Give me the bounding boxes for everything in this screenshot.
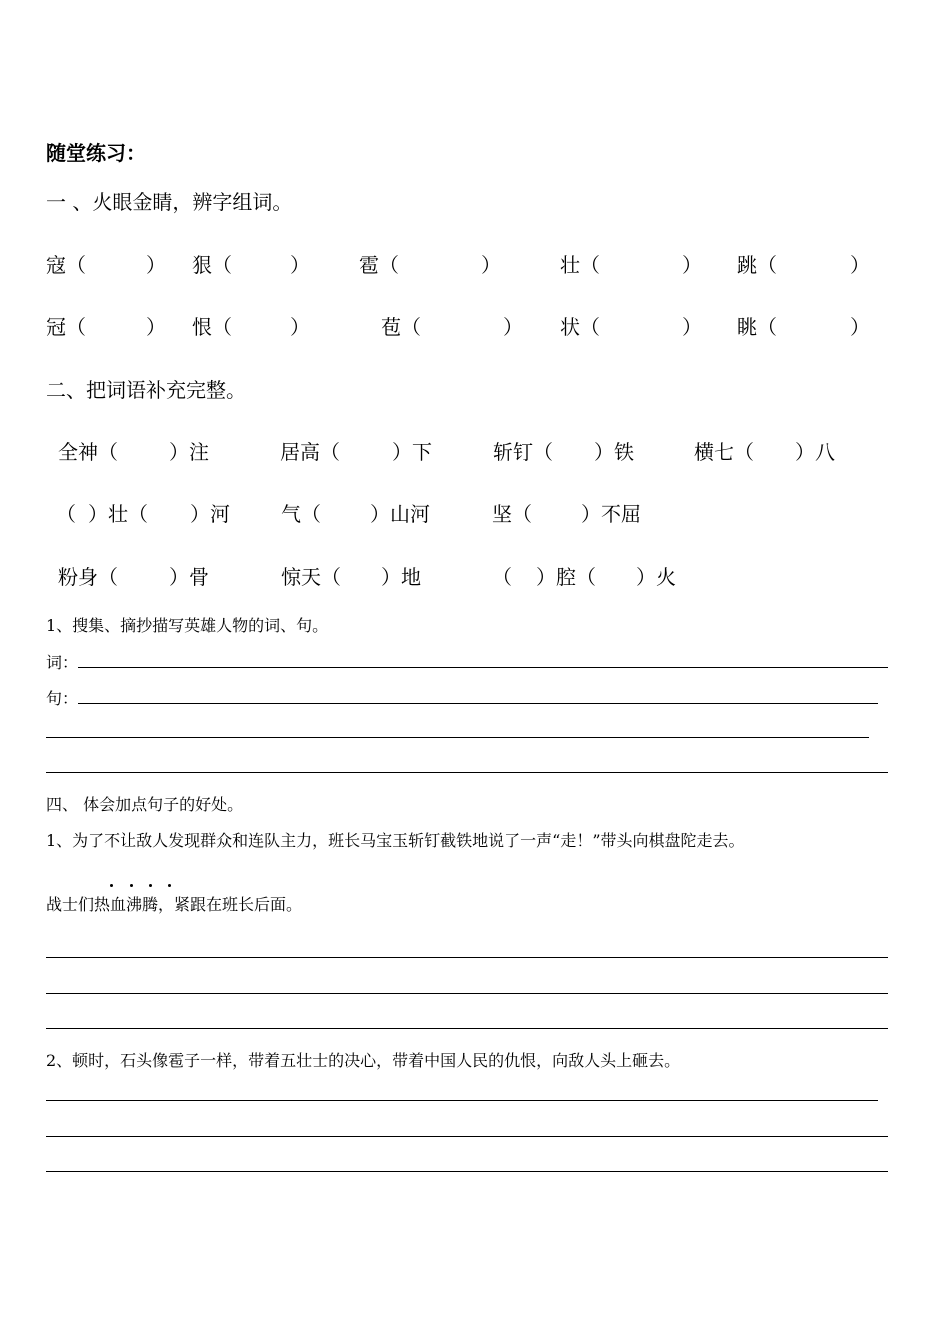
- idiom-part: 全神（: [58, 440, 118, 464]
- idiom-part: （: [56, 502, 76, 526]
- answer-line[interactable]: [46, 1100, 878, 1101]
- char-item: 苞（: [381, 315, 421, 339]
- char-item: 状（: [560, 315, 600, 339]
- emphasis-dot: [168, 884, 171, 887]
- idiom-part: ）地: [381, 565, 421, 589]
- answer-line[interactable]: [46, 1028, 888, 1029]
- item1-sentence-line2: 战士们热血沸腾，紧跟在班长后面。: [46, 895, 303, 914]
- section2-heading: 二、把词语补充完整。: [46, 378, 246, 402]
- answer-line[interactable]: [78, 703, 878, 704]
- bracket-close: ）: [682, 253, 702, 277]
- emphasis-dot: [149, 884, 152, 887]
- idiom-part: （: [492, 565, 512, 589]
- answer-line[interactable]: [46, 1136, 888, 1137]
- idiom-part: 居高（: [280, 440, 340, 464]
- idiom-part: ）八: [795, 440, 835, 464]
- char-item: 雹（: [359, 253, 399, 277]
- section3-heading: 1、搜集、摘抄描写英雄人物的词、句。: [46, 616, 329, 635]
- bracket-close: ）: [503, 315, 523, 339]
- answer-line[interactable]: [78, 667, 888, 668]
- bracket-close: ）: [290, 253, 310, 277]
- idiom-part: ）骨: [169, 565, 209, 589]
- bracket-close: ）: [146, 253, 166, 277]
- page-title: 随堂练习：: [46, 141, 146, 165]
- idiom-part: ）不屈: [581, 502, 641, 526]
- char-item: 壮（: [560, 253, 600, 277]
- bracket-close: ）: [682, 315, 702, 339]
- idiom-part: ）河: [190, 502, 230, 526]
- char-item: 冠（: [46, 315, 86, 339]
- bracket-close: ）: [146, 315, 166, 339]
- idiom-part: ）壮（: [88, 502, 148, 526]
- idiom-part: ）火: [636, 565, 676, 589]
- item1-sentence-line1: 1、为了不让敌人发现群众和连队主力，班长马宝玉斩钉截铁地说了一声“走！”带头向棋盘陀走去。: [46, 831, 745, 850]
- char-item: 跳（: [737, 253, 777, 277]
- answer-line[interactable]: [46, 772, 888, 773]
- idiom-part: 横七（: [694, 440, 754, 464]
- answer-line[interactable]: [46, 737, 869, 738]
- bracket-close: ）: [850, 253, 870, 277]
- idiom-part: 坚（: [492, 502, 532, 526]
- idiom-part: 粉身（: [58, 565, 118, 589]
- answer-line[interactable]: [46, 993, 888, 994]
- char-item: 寇（: [46, 253, 86, 277]
- idiom-part: ）下: [392, 440, 432, 464]
- bracket-close: ）: [290, 315, 310, 339]
- emphasis-dot: [130, 884, 133, 887]
- emphasis-dot: [110, 884, 113, 887]
- section1-heading: 一 、火眼金睛，辨字组词。: [46, 190, 293, 214]
- idiom-part: 气（: [281, 502, 321, 526]
- item2-sentence: 2、顿时，石头像雹子一样，带着五壮士的决心，带着中国人民的仇恨，向敌人头上砸去。: [46, 1051, 681, 1070]
- sentence-label: 句：: [46, 689, 79, 708]
- char-item: 眺（: [737, 315, 777, 339]
- char-item: 狠（: [192, 253, 232, 277]
- answer-line[interactable]: [46, 1171, 888, 1172]
- idiom-part: ）腔（: [536, 565, 596, 589]
- char-item: 恨（: [192, 315, 232, 339]
- section4-heading: 四、 体会加点句子的好处。: [46, 795, 244, 814]
- idiom-part: ）铁: [594, 440, 634, 464]
- idiom-part: ）山河: [370, 502, 430, 526]
- bracket-close: ）: [481, 253, 501, 277]
- bracket-close: ）: [850, 315, 870, 339]
- idiom-part: ）注: [169, 440, 209, 464]
- idiom-part: 惊天（: [281, 565, 341, 589]
- answer-line[interactable]: [46, 957, 888, 958]
- word-label: 词：: [46, 653, 79, 672]
- idiom-part: 斩钉（: [493, 440, 553, 464]
